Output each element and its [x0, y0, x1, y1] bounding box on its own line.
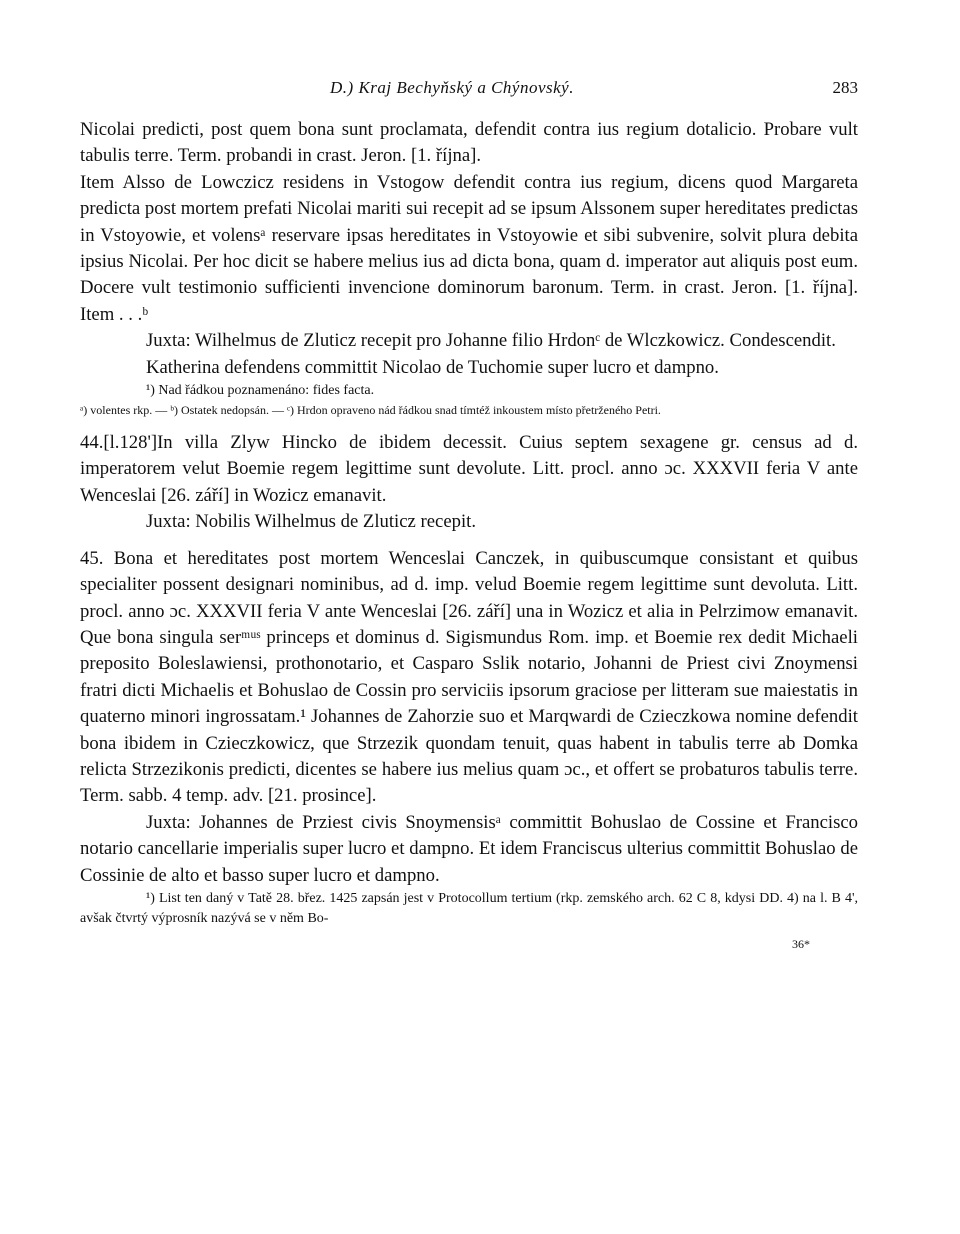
paragraph-2: Item Alsso de Lowczicz residens in Vstogow defendit contra ius regium, dicens quod Margareta predicta post mortem prefati Nicolai mariti sui recepit ad se ipsum Alssonem super hereditates predictas in Vstoyowie, et volensᵃ reservare ipsas hereditates in Vstoyowie et sibi subvenire, solvit plura debita ipsius Nicolai. Per hoc dicit se habere melius ius ad dicta bona, quam d. imperator aut aliquis post eum. Docere vult testimonio sufficienti invencione dominorum baronum. Term. in crast. Jeron. [1. října]. Item . . .ᵇ [80, 171, 858, 325]
footnotes-abc: ᵃ) volentes rkp. — ᵇ) Ostatek nedopsán. — ᶜ) Hrdon opraveno nád řádkou snad tímtéž inkoustem místo přetrženého Petri. [80, 403, 661, 418]
running-title: D.) Kraj Bechyňský a Chýnovský. [330, 78, 574, 97]
entry-44: 44.[l.128']In villa Zlyw Hincko de ibidem decessit. Cuius septem sexagene gr. census ad d. imperatorem velut Boemie regem legittime sunt devolute. Litt. procl. anno ɔc. XXXVII feria V ante Wenceslai [26. září] in Wozicz emanavit. [80, 432, 858, 506]
entry-45-juxta: Juxta: Johannes de Prziest civis Snoymensisᵃ committit Bohuslao de Cossine et Francisco notario cancellarie imperialis super lucro et dampno. Et idem Franciscus ulterius committit Bohuslao de Cossinie de alto et basso super lucro et dampno. [80, 811, 858, 886]
footnote-final: ¹) List ten daný v Tatě 28. břez. 1425 zapsán jest v Protocollum tertium (rkp. zemského arch. 62 C 8, kdysi DD. 4) na l. B 4', avšak čtvrtý výprosník nazývá se v něm Bo- [80, 890, 858, 926]
paragraph-juxta-1: Juxta: Wilhelmus de Zluticz recepit pro Johanne filio Hrdonᶜ de Wlczkowicz. Condescendit. [146, 330, 836, 352]
main-text [80, 117, 858, 957]
document-page [80, 70, 858, 957]
entry-44-juxta: Juxta: Nobilis Wilhelmus de Zluticz recepit. [146, 511, 477, 533]
signature-mark: 36* [792, 936, 810, 951]
paragraph-1: Nicolai predicti, post quem bona sunt proclamata, defendit contra ius regium dotalicio. Probare vult tabulis terre. Term. probandi in crast. Jeron. [1. října]. [80, 119, 858, 167]
page-header [80, 70, 858, 100]
footnote-1: ¹) Nad řádkou poznamenáno: fides facta. [146, 383, 375, 399]
page-number: 283 [832, 78, 858, 97]
entry-45: 45. Bona et hereditates post mortem Wenceslai Canczek, in quibuscumque consistant et quibus specialiter possent designari nominibus, ad d. imp. velud Boemie regem legittime sunt devoluta. Litt. procl. anno ɔc. XXXVII feria V ante Wenceslai [26. září] una in Wozicz et alia in Pelrzimow emanavit. Que bona singula serᵐᵘˢ princeps et dominus d. Sigismundus Rom. imp. et Boemie rex dedit Michaeli preposito Boleslawiensi, prothonotario, et Casparo Sslik notario, Johanni de Priest civi Znoymensi fratri dicti Michaelis et Bohuslao de Cossin pro serviciis ipsorum graciose per litteram sue maiestatis in quaterno minori ingrossatam.¹ Johannes de Zahorzie suo et Marqwardi de Czieczkowa nomine defendit bona ibidem in Czieczkowicz, que Strzezik quondam tenuit, quas habent in tabulis terre ab Domka relicta Strzezikonis predicti, dicentes se habere ius melius quam ɔc., et offert se probaturos tabulis terre. Term. sabb. 4 temp. adv. [21. prosince]. [80, 547, 858, 807]
paragraph-katherina: Katherina defendens committit Nicolao de Tuchomie super lucro et dampno. [146, 356, 719, 378]
